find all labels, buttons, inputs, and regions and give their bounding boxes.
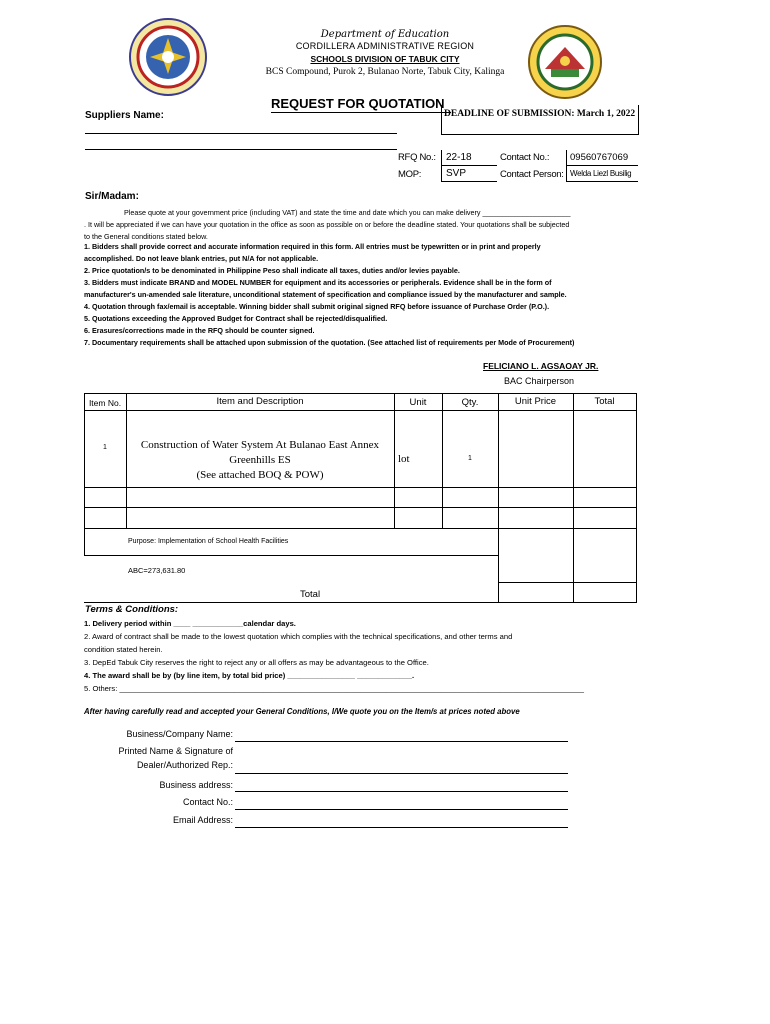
purpose-text: Purpose: Implementation of School Health Facilities — [128, 538, 289, 545]
description-line: Greenhills ES — [229, 454, 291, 466]
terms-line-2: 2. Award of contract shall be made to the lowest quotation which complies with the technical specifications, and other terms and — [84, 632, 513, 641]
table-border — [84, 393, 637, 394]
closing-statement: After having carefully read and accepted your General Conditions, I/We quote you on the Item/s at prices noted above — [84, 707, 520, 716]
division-address: BCS Compound, Purok 2, Bulanao Norte, Tabuk City, Kalinga — [265, 67, 505, 77]
qty-cell: 1 — [468, 455, 472, 462]
division-name: SCHOOLS DIVISION OF TABUK CITY — [310, 54, 460, 64]
table-border — [573, 393, 574, 603]
item-no-cell: 1 — [103, 444, 107, 451]
rfq-no-label: RFQ No.: — [398, 152, 436, 163]
business-address-label: Business address: — [159, 780, 233, 790]
condition-line: 1. Bidders shall provide correct and accurate information required in this form. All entries must be typewritten or in print and properly — [84, 242, 541, 251]
terms-line-4: 3. DepEd Tabuk City reserves the right to reject any or all offers as may be advantageous to the Office. — [84, 658, 429, 667]
col-header-unit: Unit — [409, 397, 427, 408]
table-border — [84, 555, 498, 556]
terms-line-3: condition stated herein. — [84, 645, 163, 654]
condition-line: 6. Erasures/corrections made in the RFQ should be counter signed. — [84, 326, 315, 335]
intro-line-1: Please quote at your government price (including VAT) and state the time and date which you can make delivery ______________________ — [124, 208, 571, 217]
contact-no-form-field[interactable] — [235, 809, 568, 810]
table-border — [84, 528, 637, 529]
col-header-description: Item and Description — [216, 396, 304, 407]
suppliers-label: Suppliers Name: — [85, 110, 164, 121]
table-border — [498, 393, 499, 603]
contact-no-value: 09560767069 — [570, 152, 629, 163]
col-header-unit-price: Unit Price — [514, 396, 557, 407]
table-border — [84, 410, 637, 411]
terms-title: Terms & Conditions: — [85, 604, 179, 615]
company-name-field[interactable] — [235, 741, 568, 742]
description-line: (See attached BOQ & POW) — [196, 469, 324, 481]
terms-line-5-text: 4. The award shall be by (by line item, by total bid price) ________________ _____________. — [84, 671, 415, 680]
total-label: Total — [300, 589, 321, 600]
table-border — [84, 602, 637, 603]
condition-line: 4. Quotation through fax/email is acceptable. Winning bidder shall submit original signed RFQ before issuance of Purchase Order (P.O.). — [84, 302, 550, 311]
suppliers-line-1[interactable] — [85, 133, 397, 134]
salutation: Sir/Madam: — [85, 191, 139, 202]
description-line: Construction of Water System At Bulanao East Annex — [140, 439, 380, 451]
intro-line-3: to the General conditions stated below. — [84, 232, 208, 241]
table-border — [84, 393, 85, 556]
rfq-no-field[interactable] — [441, 150, 497, 166]
intro-line-2: . It will be appreciated if we can have your quotation in the office as soon as possible on or before the deadline stated. Your quotations shall be subjected — [84, 220, 570, 229]
terms-line-5 — [84, 671, 414, 680]
email-address-field[interactable] — [235, 827, 568, 828]
col-header-qty: Qty. — [461, 397, 479, 408]
email-address-label: Email Address: — [172, 815, 233, 825]
contact-no-form-label: Contact No.: — [182, 797, 233, 807]
signatory-title: BAC Chairperson — [504, 376, 575, 386]
contact-no-field[interactable] — [566, 150, 638, 166]
contact-person-value: Welda Liezl Busilig — [570, 169, 632, 178]
mop-field[interactable] — [441, 166, 497, 182]
condition-line: 3. Bidders must indicate BRAND and MODEL NUMBER for equipment and its accessories or peripherals. Evidence shall be in the form of — [84, 278, 552, 287]
rfq-no-value: 22-18 — [446, 152, 472, 163]
printed-name-field[interactable] — [235, 773, 568, 774]
col-header-item-no: Item No. — [88, 398, 122, 408]
title-underline — [271, 112, 451, 113]
mop-value: SVP — [446, 168, 467, 179]
terms-line-1: 1. Delivery period within ____ ____________calendar days. — [84, 619, 296, 628]
contact-no-label: Contact No.: — [500, 152, 550, 163]
suppliers-line-2[interactable] — [85, 149, 397, 150]
mop-label: MOP: — [398, 169, 422, 180]
condition-line: manufacturer's un-amended sale literature, unconditional statement of specification and compliance issued by the manufacturer and sample. — [84, 290, 567, 299]
deadline-box — [441, 105, 639, 135]
condition-line: accomplished. Do not leave blank entries, put N/A for not applicable. — [84, 254, 319, 263]
table-border — [84, 507, 637, 508]
deadline-text: DEADLINE OF SUBMISSION: March 1, 2022 — [444, 109, 636, 119]
col-header-total: Total — [594, 396, 615, 407]
signatory-name: FELICIANO L. AGSAOAY JR. — [483, 361, 599, 371]
table-border — [84, 487, 637, 488]
table-border — [394, 393, 395, 529]
terms-line — [84, 619, 296, 628]
condition-line: 7. Documentary requirements shall be attached upon submission of the quotation. (See attached list of requirements per Mode of Procurement) — [84, 338, 575, 347]
contact-person-field[interactable] — [566, 166, 638, 182]
item-description-cell — [126, 438, 394, 483]
contact-person-label: Contact Person: — [500, 169, 564, 180]
business-address-field[interactable] — [235, 791, 568, 792]
printed-name-label-1: Printed Name & Signature of — [118, 746, 233, 756]
page-title: REQUEST FOR QUOTATION — [271, 96, 445, 111]
terms-line-6: 5. Others: ______________________________________________________________________________________________________________ — [84, 684, 585, 693]
condition-line: 5. Quotations exceeding the Approved Budget for Contract shall be rejected/disqualified. — [84, 314, 388, 323]
region-name: CORDILLERA ADMINISTRATIVE REGION — [295, 41, 475, 51]
table-border — [498, 582, 637, 583]
table-border — [636, 393, 637, 603]
company-name-label: Business/Company Name: — [126, 729, 233, 739]
dept-name: Department of Education — [320, 29, 450, 40]
printed-name-label-2: Dealer/Authorized Rep.: — [136, 760, 233, 770]
condition-line: 2. Price quotation/s to be denominated in Philippine Peso shall indicate all taxes, duties and/or levies payable. — [84, 266, 460, 275]
abc-text: ABC=273,631.80 — [128, 566, 186, 575]
unit-cell: lot — [398, 453, 410, 465]
